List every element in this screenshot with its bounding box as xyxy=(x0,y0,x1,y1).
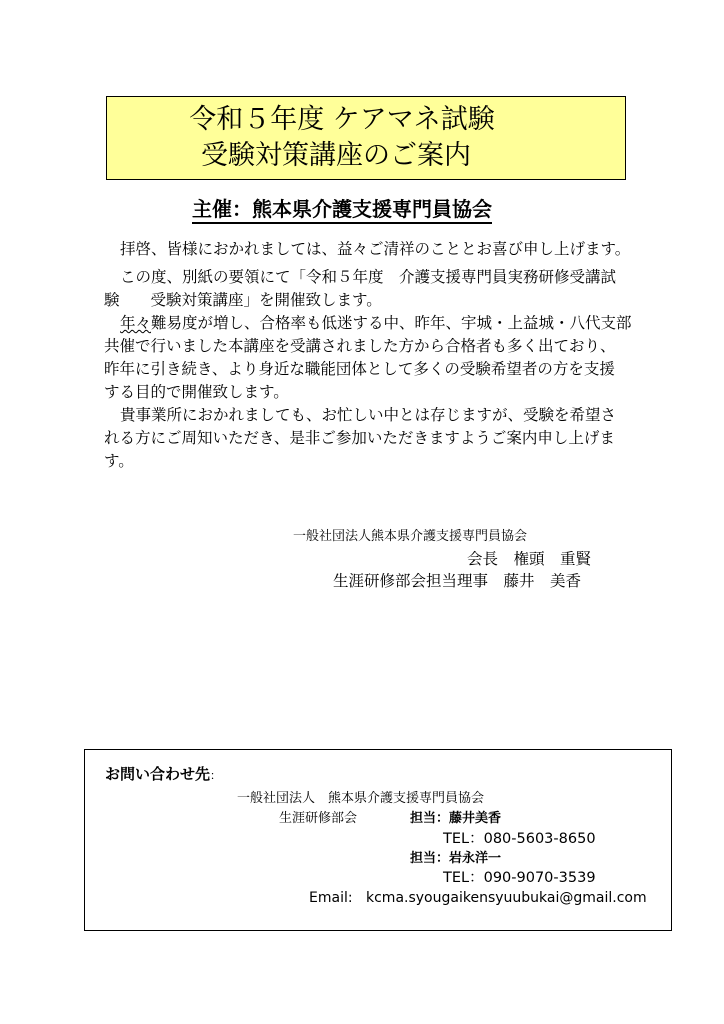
contact-heading-colon: ： xyxy=(210,769,222,782)
contact-person-1: 担当：藤井美香 xyxy=(410,811,502,826)
contact-dept: 生涯研修部会 xyxy=(279,811,358,826)
body-paragraph-4-line-1: 貴事業所におかれましても、お忙しい中とは存じますが、受験を希望さ xyxy=(120,406,617,424)
body-paragraph-3-line-1 xyxy=(120,312,700,335)
contact-email-link[interactable]: kcma.syougaikensyuubukai@gmail.com xyxy=(366,890,647,906)
body-paragraph-2-line-2: 験 受験対策講座」を開催致します。 xyxy=(104,291,382,309)
contact-box xyxy=(84,749,672,931)
contact-heading xyxy=(105,764,221,786)
contact-person-2: 担当：岩永洋一 xyxy=(410,851,502,866)
body-paragraph-2-line-1: この度、別紙の要領にて「令和５年度 介護支援専門員実務研修受講試 xyxy=(120,268,617,286)
title-line-1: 令和５年度 ケアマネ試験 xyxy=(189,104,495,135)
signature-director: 生涯研修部会担当理事 藤井 美香 xyxy=(333,572,582,590)
body-paragraph-4-line-2: れる方にご周知いただき、是非ご参加いただきますようご案内申し上げま xyxy=(104,429,615,447)
contact-tel-2: TEL：090-9070-3539 xyxy=(443,870,596,886)
organizer-heading xyxy=(0,195,724,223)
contact-heading-text: お問い合わせ先 xyxy=(105,765,211,783)
title-line-2: 受験対策講座のご案内 xyxy=(201,140,471,171)
body-paragraph-3-line-3: 昨年に引き続き、より身近な職能団体として多くの受験希望者の方を支援 xyxy=(104,360,615,378)
body-paragraph-4-line-3: す。 xyxy=(104,452,134,470)
body-paragraph-1: 拝啓、皆様におかれましては、益々ご清祥のこととお喜び申し上げます。 xyxy=(120,240,631,258)
body-paragraph-3-line-2: 共催で行いました本講座を受講されました方から合格者も多く出ており、 xyxy=(104,337,616,355)
contact-email-label: Email: xyxy=(309,890,353,906)
contact-org: 一般社団法人 熊本県介護支援専門員協会 xyxy=(237,791,485,806)
title-box xyxy=(106,96,626,180)
organizer-text: 主催：熊本県介護支援専門員協会 xyxy=(192,197,492,224)
signature-org: 一般社団法人熊本県介護支援専門員協会 xyxy=(293,529,528,544)
body-text-span: 難易度が増し、合格率も低迷する中、昨年、宇城・上益城・八代支部 xyxy=(151,314,632,332)
emphasized-text: 年々 xyxy=(120,314,152,332)
signature-president: 会長 権頭 重賢 xyxy=(467,550,592,568)
contact-tel-1: TEL：080-5603-8650 xyxy=(443,831,596,847)
body-paragraph-3-line-4: する目的で開催致します。 xyxy=(104,383,289,401)
